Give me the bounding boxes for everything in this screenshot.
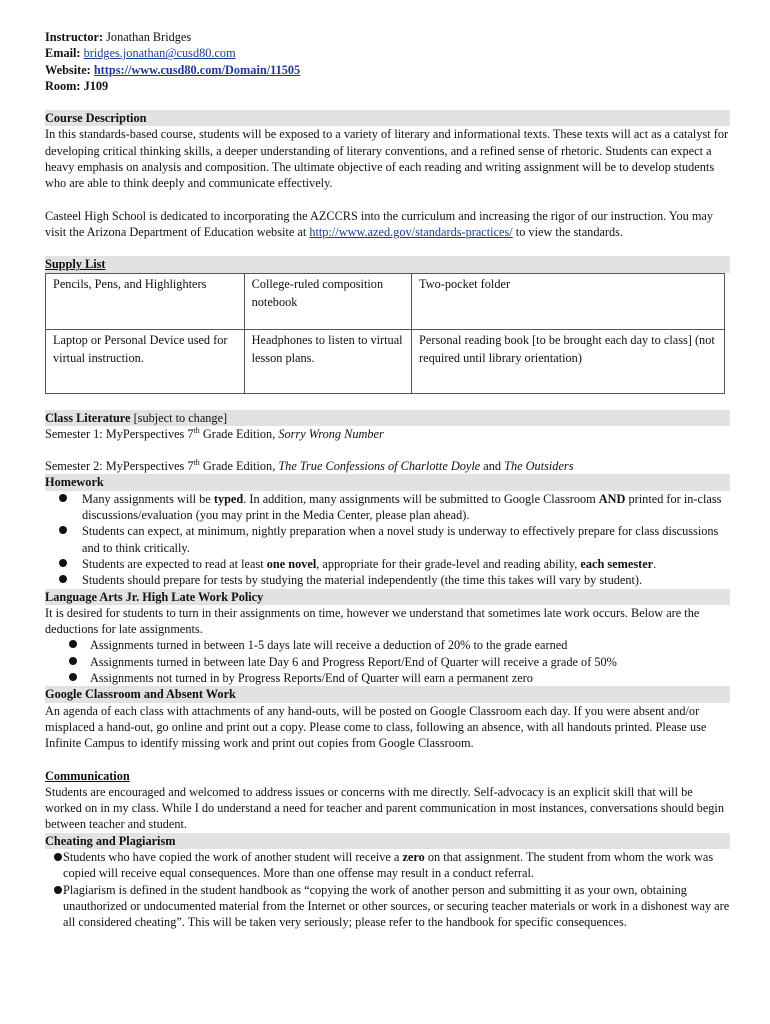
semester-1-line: [45, 426, 730, 442]
emphasis: AND: [598, 491, 626, 506]
supply-cell: Two-pocket folder: [412, 273, 725, 329]
spacer: [45, 240, 730, 256]
bullet-icon: [59, 526, 67, 534]
text: , appropriate for their grade-level and reading ability,: [316, 556, 581, 571]
supply-cell: Headphones to listen to virtual lesson plans.: [244, 329, 411, 393]
supply-cell: Pencils, Pens, and Highlighters: [46, 273, 245, 329]
course-description-heading: Course Description: [45, 110, 730, 126]
emphasis: one novel: [266, 556, 317, 571]
semester-1-edition: Grade Edition,: [199, 426, 279, 441]
spacer: [45, 192, 730, 208]
text: on that assignment. The student from whom the work was copied will receive equal consequences. More than one offense may result in a conduct referral.: [63, 849, 714, 881]
instructor-line: [45, 29, 730, 45]
instructor-name: Jonathan Bridges: [103, 30, 192, 44]
standards-text-end: to view the standards.: [512, 224, 624, 239]
list-item: [45, 572, 730, 588]
emphasis: each semester: [580, 556, 654, 571]
late-work-heading: Language Arts Jr. High Late Work Policy: [45, 589, 730, 605]
semester-2-text: Semester 2: MyPerspectives 7: [45, 459, 194, 474]
text: . In addition, many assignments will be submitted to Google Classroom: [243, 491, 599, 506]
list-item: [45, 882, 730, 931]
homework-heading: Homework: [45, 474, 730, 490]
text: Students who have copied the work of another student will receive a: [63, 849, 403, 864]
text: Assignments not turned in by Progress Reports/End of Quarter will earn a permanent zero: [90, 671, 533, 686]
text: Students should prepare for tests by studying the material independently (the time this takes will vary by student).: [82, 573, 643, 588]
homework-list: [45, 491, 730, 589]
text: Students are expected to read at least: [82, 556, 267, 571]
contact-block: [45, 29, 730, 94]
supply-cell: College-ruled composition notebook: [244, 273, 411, 329]
text: Assignments turned in between late Day 6 and Progress Report/End of Quarter will receive a grade of 50%: [90, 654, 617, 669]
text: Students can expect, at minimum, nightly preparation when a novel study is underway to effectively prepare for class discussions and to think critically.: [82, 524, 719, 555]
class-literature-title: Class Literature: [45, 410, 131, 425]
spacer: [45, 94, 730, 110]
semester-1-title: Sorry Wrong Number: [278, 426, 384, 441]
spacer: [45, 752, 730, 768]
communication-heading: Communication: [45, 768, 130, 783]
ordinal-suffix: th: [193, 458, 200, 468]
standards-text: Casteel High School is dedicated to incorporating the AZCCRS into the curriculum and increasing the rigor of our instruction. You may visit the Arizona Department of Education website at: [45, 208, 714, 239]
text: Assignments turned in between 1-5 days late will receive a deduction of 20% to the grade earned: [90, 638, 568, 653]
ordinal-suffix: th: [193, 425, 200, 435]
spacer: [45, 394, 730, 410]
bullet-icon: [59, 559, 67, 567]
bullet-icon: [59, 575, 67, 583]
list-item: [45, 637, 730, 653]
list-item: [45, 556, 730, 572]
semester-1-text: Semester 1: MyPerspectives 7: [45, 426, 194, 441]
bullet-icon: [54, 886, 62, 894]
website-link[interactable]: https://www.cusd80.com/Domain/11505: [93, 62, 301, 77]
supply-cell: Personal reading book [to be brought each day to class] (not required until library orientation): [412, 329, 725, 393]
list-item: [45, 491, 730, 524]
text: Many assignments will be: [82, 491, 214, 506]
semester-2-and: and: [480, 459, 505, 474]
bullet-icon: [54, 853, 62, 861]
communication-para: Students are encouraged and welcomed to address issues or concerns with me directly. Self-advocacy is an explicit skill that will be worked on in my class. While I do understand a need for teacher and parent communication in most instances, conversations should begin between teacher and student.: [45, 784, 724, 832]
semester-2-edition: Grade Edition,: [199, 459, 279, 474]
list-item: [45, 654, 730, 670]
room-line: Room: J109: [45, 78, 109, 93]
semester-2-title-1: The True Confessions of Charlotte Doyle: [278, 459, 481, 474]
spacer: [45, 442, 730, 458]
google-classroom-para: An agenda of each class with attachments of any hand-outs, will be posted on Google Classroom each day. If you were absent and/or misplaced a hand-out, go online and print out a copy. Please come to class, following an absence, with all handouts printed. Please use Infinite Campus to identify missing work and print out copies from Google Classroom.: [45, 703, 707, 751]
list-item: [45, 523, 730, 556]
cheating-heading: Cheating and Plagiarism: [45, 833, 730, 849]
emphasis: typed: [213, 491, 244, 506]
email-line: [45, 45, 730, 61]
text: Plagiarism is defined in the student handbook as “copying the work of another person and submitting it as your own, obtaining unauthorized or undocumented material from the Internet or other sources, or securing teacher materials or work in a dishonest way are all considered cheating”. This will be taken very seriously; please refer to the handbook for specific consequences.: [63, 882, 730, 930]
list-item: [45, 849, 730, 882]
semester-2-line: [45, 458, 730, 474]
supply-list-heading: Supply List: [45, 256, 730, 272]
bullet-icon: [59, 494, 67, 502]
table-row: [46, 273, 725, 329]
supply-table: [45, 273, 725, 394]
emphasis: zero: [402, 849, 425, 864]
instructor-label: Instructor:: [45, 30, 104, 44]
semester-2-title-2: The Outsiders: [504, 459, 574, 474]
late-work-list: [45, 637, 730, 686]
supply-cell: Laptop or Personal Device used for virtual instruction.: [46, 329, 245, 393]
course-description-para2: [45, 208, 730, 241]
bullet-icon: [69, 673, 77, 681]
email-link[interactable]: bridges.jonathan@cusd80.com: [83, 46, 236, 61]
standards-link[interactable]: http://www.azed.gov/standards-practices/: [309, 224, 513, 239]
table-row: [46, 329, 725, 393]
email-label: Email:: [45, 46, 81, 61]
website-line: [45, 62, 730, 78]
google-classroom-heading: Google Classroom and Absent Work: [45, 686, 730, 702]
bullet-icon: [69, 657, 77, 665]
text: .: [653, 556, 657, 571]
cheating-list: [45, 849, 730, 930]
website-label: Website:: [45, 62, 91, 77]
course-description-para1: In this standards-based course, students will be exposed to a variety of literary and informational texts. These texts will act as a catalyst for developing critical thinking skills, a deeper understanding of literary conventions, and a refined sense of rhetoric. Students can expect a heavy emphasis on analysis and composition. The ultimate objective of each reading and writing assignment will be to develop students who are able to think deeply and communicate effectively.: [45, 127, 729, 191]
late-work-intro: It is desired for students to turn in their assignments on time, however we understand that sometimes late work occurs. Below are the deductions for late assignments.: [45, 605, 700, 637]
class-literature-note: [subject to change]: [130, 410, 228, 425]
class-literature-heading: [45, 410, 730, 426]
list-item: [45, 670, 730, 686]
bullet-icon: [69, 640, 77, 648]
text: printed for in-class discussions/evaluation (you may print in the Media Center, please plan ahead).: [82, 491, 722, 523]
